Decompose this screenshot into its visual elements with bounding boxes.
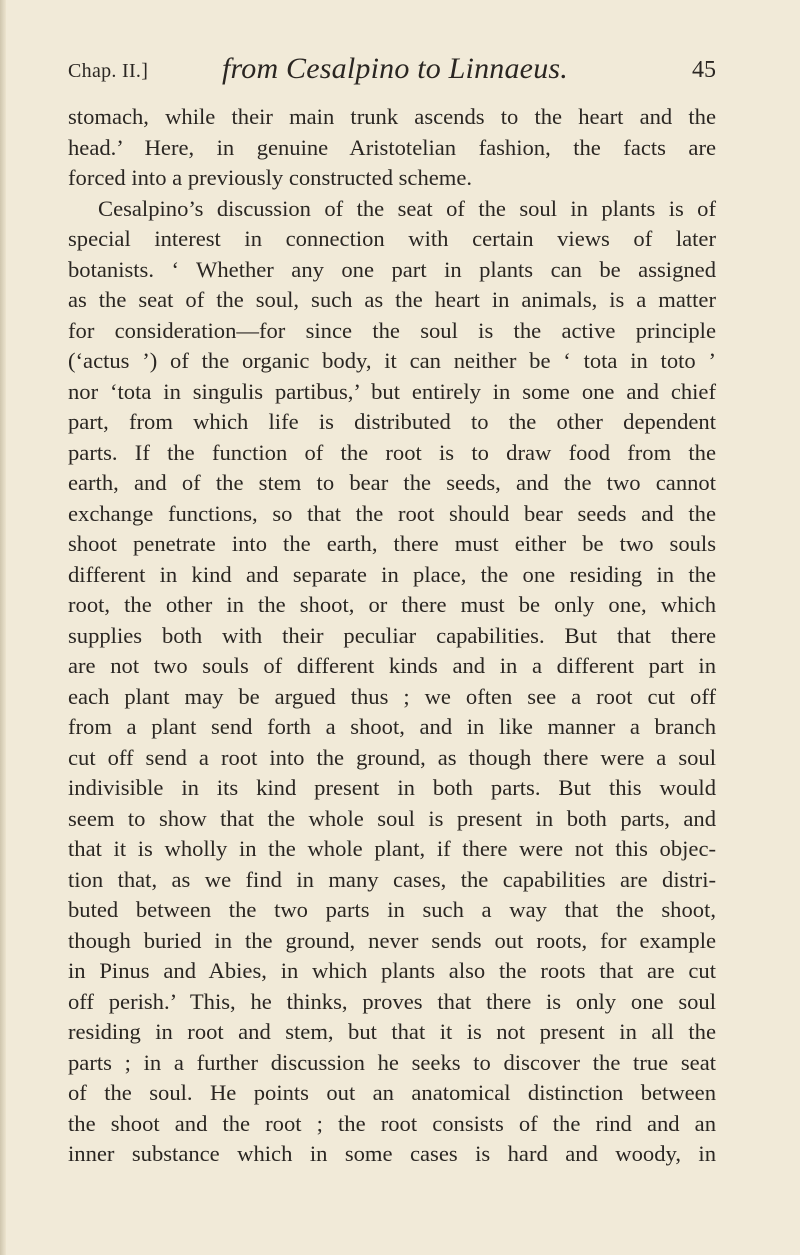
page-number: 45 xyxy=(692,57,716,83)
text-line: as the seat of the soul, such as the heart in animals, is a matter xyxy=(68,287,716,312)
text-line: forced into a previously constructed scheme. xyxy=(68,165,473,190)
text-line: in Pinus and Abies, in which plants also the roots that are cut xyxy=(68,958,716,983)
text-line: cut off send a root into the ground, as though there were a soul xyxy=(68,744,716,770)
text-line: residing in root and stem, but that it is not present in all the xyxy=(68,1019,716,1044)
text-line: supplies both with their peculiar capabilities. But that there xyxy=(68,622,716,648)
text-line: botanists. ‘ Whether any one part in plants can be assigned xyxy=(68,256,716,282)
text-line: of the soul. He points out an anatomical distinction between xyxy=(68,1080,716,1105)
text-line: for consideration—for since the soul is the active principle xyxy=(68,317,716,343)
text-line: shoot penetrate into the earth, there must either be two souls xyxy=(68,531,716,556)
text-line: seem to show that the whole soul is present in both parts, and xyxy=(68,805,716,831)
text-line: from a plant send forth a shoot, and in like manner a branch xyxy=(68,714,716,739)
text-line: nor ‘tota in singulis partibus,’ but entirely in some one and chief xyxy=(68,378,716,404)
text-line: exchange functions, so that the root should bear seeds and the xyxy=(68,500,716,526)
text-line: special interest in connection with certain views of later xyxy=(68,226,716,251)
text-line: different in kind and separate in place, the one residing in the xyxy=(68,561,716,587)
text-line: that it is wholly in the whole plant, if there were not this objec- xyxy=(68,836,716,861)
text-line: parts. If the function of the root is to draw food from the xyxy=(68,439,716,465)
running-header xyxy=(68,52,716,92)
text-line: are not two souls of different kinds and in a different part in xyxy=(68,653,716,678)
text-line: each plant may be argued thus ; we often see a root cut off xyxy=(68,683,716,709)
text-line: head.’ Here, in genuine Aristotelian fashion, the facts are xyxy=(68,134,716,160)
text-line: buted between the two parts in such a way that the shoot, xyxy=(68,897,716,922)
text-line: stomach, while their main trunk ascends to the heart and the xyxy=(68,104,716,129)
body-text xyxy=(68,102,716,1170)
text-line: tion that, as we find in many cases, the capabilities are distri- xyxy=(68,866,716,892)
text-line: indivisible in its kind present in both parts. But this would xyxy=(68,775,716,800)
running-title: from Cesalpino to Linnaeus. xyxy=(222,52,568,85)
text-line: earth, and of the stem to bear the seeds, and the two cannot xyxy=(68,470,716,495)
text-line: part, from which life is distributed to the other dependent xyxy=(68,409,716,434)
text-line: the shoot and the root ; the root consists of the rind and an xyxy=(68,1110,716,1136)
chapter-label: Chap. II.] xyxy=(68,60,149,82)
text-line: Cesalpino’s discussion of the seat of the soul in plants is of xyxy=(98,195,716,221)
text-line: root, the other in the shoot, or there must be only one, which xyxy=(68,592,716,617)
text-line: (‘actus ’) of the organic body, it can neither be ‘ tota in toto ’ xyxy=(68,348,716,373)
text-line: off perish.’ This, he thinks, proves that there is only one soul xyxy=(68,988,716,1014)
text-line: parts ; in a further discussion he seeks to discover the true seat xyxy=(68,1049,716,1075)
text-line: inner substance which in some cases is hard and woody, in xyxy=(68,1141,716,1166)
page-edge xyxy=(0,0,6,1255)
text-line: though buried in the ground, never sends out roots, for example xyxy=(68,927,716,953)
